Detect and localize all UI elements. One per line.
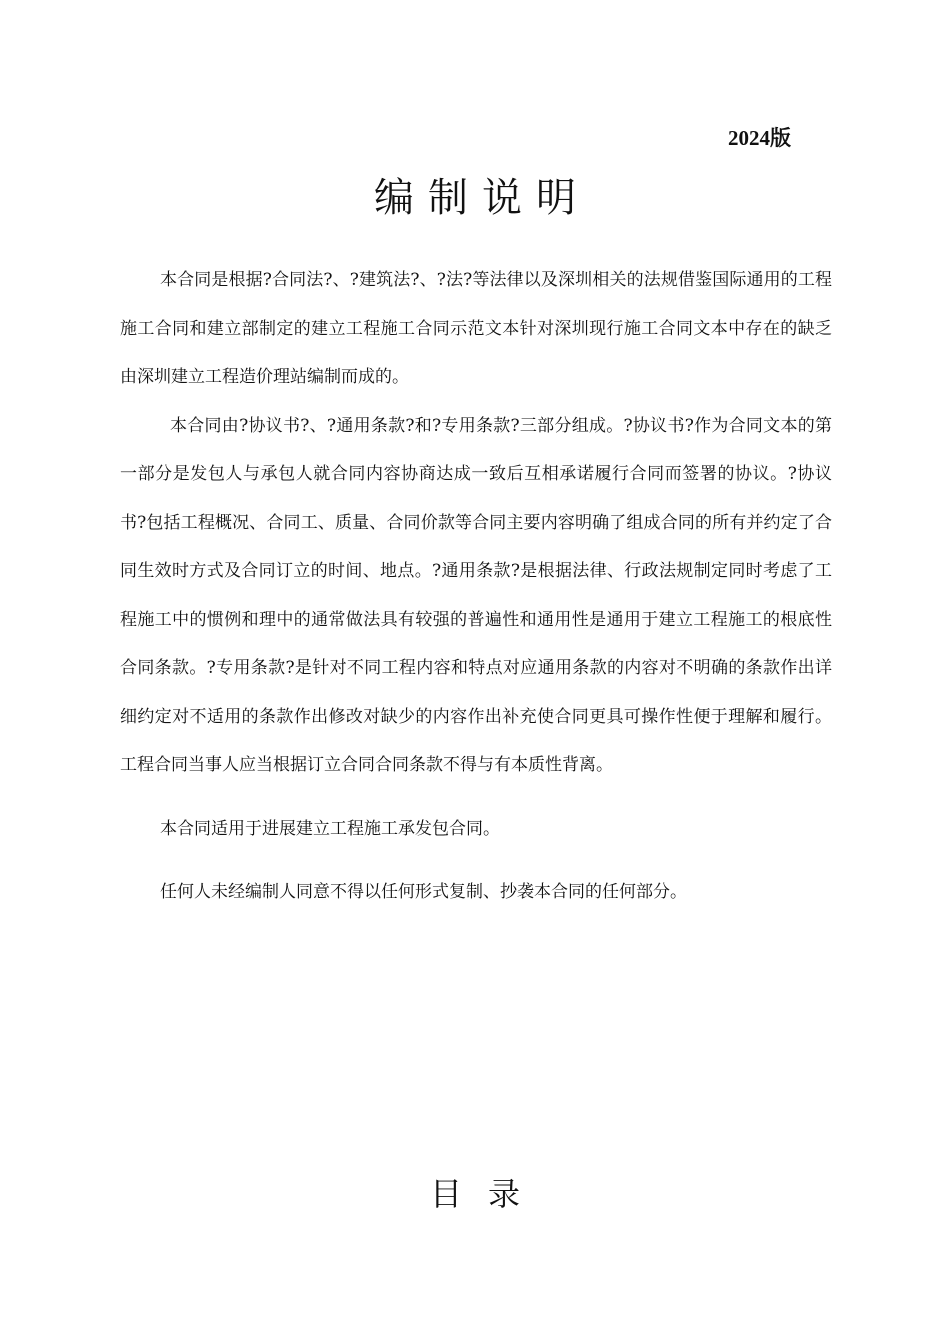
page-title: 编制说明	[374, 175, 590, 221]
body-text	[120, 256, 832, 917]
paragraph-scope: 本合同适用于进展建立工程施工承发包合同。	[160, 818, 500, 839]
edition-label: 2024版	[728, 126, 791, 150]
paragraph-copyright: 任何人未经编制人同意不得以任何形式复制、抄袭本合同的任何部分。	[160, 882, 687, 902]
paragraph-basis: 本合同是根据?合同法?、?建筑法?、?法?等法律以及深圳相关的法规借鉴国际通用的工程施工合同和建立部制定的建立工程施工合同示范文本针对深圳现行施工合同文本中存在的缺乏由深圳建立工程造价理站编制而成的。	[120, 270, 832, 387]
paragraph-composition: 本合同由?协议书?、?通用条款?和?专用条款?三部分组成。?协议书?作为合同文本的第一部分是发包人与承包人就合同内容协商达成一致后互相承诺履行合同而签署的协议。?协议书?包括工程概况、合同工、质量、合同价款等合同主要内容明确了组成合同的所有并约定了合同生效时方式及合同订立的时间、地点。?通用条款?是根据法律、行政法规制定同时考虑了工程施工中的惯例和理中的通常做法具有较强的普遍性和通用性是通用于建立工程施工的根底性合同条款。?专用条款?是针对不同工程内容和特点对应通用条款的内容对不明确的条款作出详细约定对不适用的条款作出修改对缺少的内容作出补充使合同更具可操作性便于理解和履行。工程合同当事人应当根据订立合同合同条款不得与有本质性背离。	[120, 415, 832, 775]
toc-title: 目录	[429, 1175, 546, 1213]
